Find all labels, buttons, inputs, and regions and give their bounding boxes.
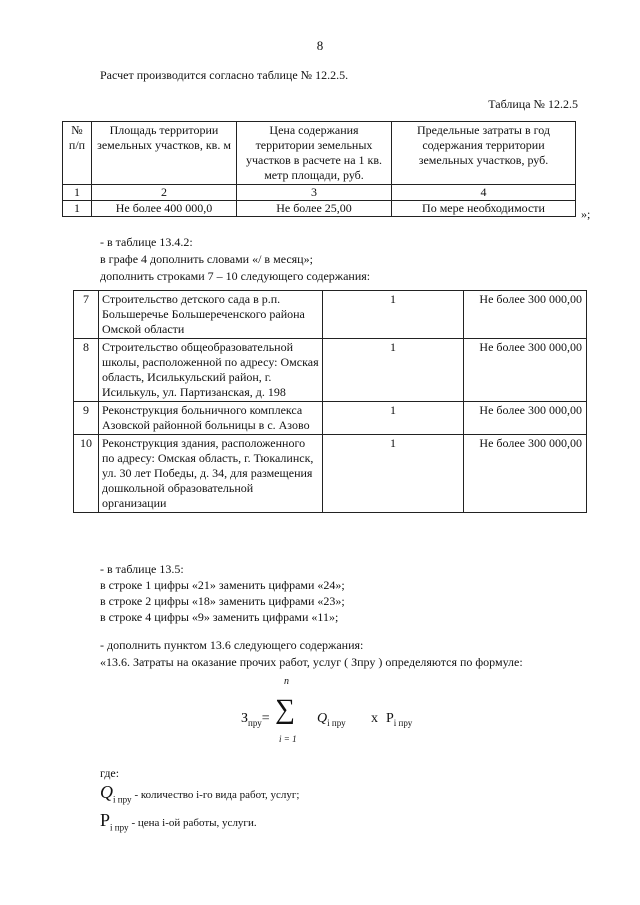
expense-table-12-2-5 bbox=[62, 121, 576, 217]
object-quantity: 1 bbox=[323, 291, 464, 339]
where-label: где: bbox=[100, 766, 120, 780]
cost-formula bbox=[241, 670, 471, 750]
table-row bbox=[74, 339, 587, 402]
object-name: Реконструкция больничного комплекса Азовской районной больницы в с. Азово bbox=[99, 402, 323, 435]
table-row bbox=[74, 435, 587, 513]
formula-p-symbol: P bbox=[386, 711, 394, 726]
paragraph-line: - в таблице 13.4.2: bbox=[100, 235, 193, 249]
object-name: Строительство общеобразовательной школы, расположенной по адресу: Омская область, Исилькульский район, г. Исилькуль, ул. Партизанская, д. 198 bbox=[99, 339, 323, 402]
column-number: 4 bbox=[392, 185, 576, 201]
object-limit: Не более 300 000,00 bbox=[464, 291, 587, 339]
formula-equals: = bbox=[261, 711, 270, 726]
column-number-row bbox=[63, 185, 576, 201]
table-cell: По мере необходимости bbox=[392, 201, 576, 217]
table-cell: 1 bbox=[63, 201, 92, 217]
formula-z-subscript: пру bbox=[248, 717, 262, 728]
p-letter: P bbox=[100, 810, 111, 830]
q-symbol bbox=[100, 782, 132, 805]
paragraph-line: в строке 1 цифры «21» заменить цифрами «24»; bbox=[100, 578, 345, 592]
formula-times: х bbox=[371, 711, 378, 726]
table-row bbox=[74, 291, 587, 339]
object-quantity: 1 bbox=[323, 402, 464, 435]
construction-objects-table bbox=[73, 290, 587, 513]
sum-sign: ∑ bbox=[275, 694, 295, 725]
q-definition-text: - количество i-го вида работ, услуг; bbox=[134, 789, 300, 801]
definition-q bbox=[100, 781, 299, 806]
p-symbol bbox=[100, 810, 129, 833]
object-limit: Не более 300 000,00 bbox=[464, 339, 587, 402]
p-definition-text: - цена i-ой работы, услуги. bbox=[131, 817, 257, 829]
column-number: 1 bbox=[63, 185, 92, 201]
paragraph-line: в строке 4 цифры «9» заменить цифрами «11»; bbox=[100, 610, 339, 624]
amendment-13-4-2 bbox=[100, 235, 600, 286]
object-name: Реконструкция здания, расположенного по адресу: Омская область, г. Тюкалинск, ул. 30 лет Победы, д. 34, для размещения дошкольной образовательной организации bbox=[99, 435, 323, 513]
paragraph-line: дополнить строками 7 – 10 следующего содержания: bbox=[100, 269, 371, 283]
formula-p-subscript: i пру bbox=[393, 717, 413, 728]
formula-q-subscript: i пру bbox=[327, 717, 346, 728]
paragraph-line: - в таблице 13.5: bbox=[100, 562, 184, 576]
formula-lower-limit: i = 1 bbox=[279, 734, 297, 744]
table-header-row bbox=[63, 122, 576, 185]
table-end-mark: »; bbox=[581, 207, 591, 221]
q-subscript: i пру bbox=[113, 794, 132, 805]
paragraph-line: «13.6. Затраты на оказание прочих работ, услуг ( Зпру ) определяются по формуле: bbox=[100, 655, 523, 669]
object-quantity: 1 bbox=[323, 435, 464, 513]
page-number: 8 bbox=[316, 38, 324, 53]
table-row bbox=[63, 201, 576, 217]
row-number: 10 bbox=[74, 435, 99, 513]
intro-text: Расчет производится согласно таблице № 12.2.5. bbox=[100, 68, 349, 82]
paragraph-line: в строке 2 цифры «18» заменить цифрами «23»; bbox=[100, 594, 345, 608]
row-number: 9 bbox=[74, 402, 99, 435]
p-subscript: i пру bbox=[110, 822, 129, 833]
object-limit: Не более 300 000,00 bbox=[464, 402, 587, 435]
column-number: 3 bbox=[237, 185, 392, 201]
header-cell: Цена содержания территории земельных участков в расчете на 1 кв. метр площади, руб. bbox=[237, 122, 392, 185]
object-quantity: 1 bbox=[323, 339, 464, 402]
header-cell: Площадь территории земельных участков, кв. м bbox=[92, 122, 237, 185]
formula-q-symbol: Q bbox=[317, 711, 328, 726]
definition-p bbox=[100, 809, 257, 834]
column-number: 2 bbox=[92, 185, 237, 201]
amendment-13-6 bbox=[100, 638, 600, 672]
table-row bbox=[74, 402, 587, 435]
q-letter: Q bbox=[100, 782, 113, 802]
table-cell: Не более 400 000,0 bbox=[92, 201, 237, 217]
row-number: 8 bbox=[74, 339, 99, 402]
amendment-13-5 bbox=[100, 562, 600, 626]
formula-p-term bbox=[386, 710, 412, 729]
header-cell: Предельные затраты в год содержания территории земельных участков, руб. bbox=[392, 122, 576, 185]
row-number: 7 bbox=[74, 291, 99, 339]
formula-upper-limit: n bbox=[284, 676, 289, 687]
header-cell: № п/п bbox=[63, 122, 92, 185]
formula-z-symbol: З bbox=[241, 711, 249, 726]
object-name: Строительство детского сада в р.п. Большеречье Большереченского района Омской области bbox=[99, 291, 323, 339]
paragraph-line: - дополнить пунктом 13.6 следующего содержания: bbox=[100, 638, 364, 652]
formula-q-term bbox=[317, 710, 346, 729]
table-cell: Не более 25,00 bbox=[237, 201, 392, 217]
object-limit: Не более 300 000,00 bbox=[464, 435, 587, 513]
paragraph-line: в графе 4 дополнить словами «/ в месяц»; bbox=[100, 252, 313, 266]
table-caption: Таблица № 12.2.5 bbox=[488, 97, 578, 111]
formula-lhs bbox=[241, 710, 270, 729]
